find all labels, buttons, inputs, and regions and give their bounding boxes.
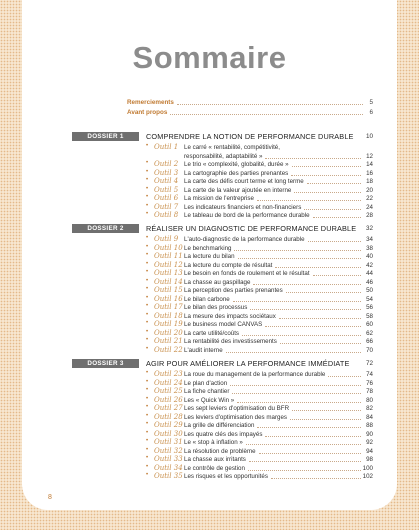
- entry-page-number: 78: [366, 388, 373, 395]
- entry-title: La cartographie des parties prenantes: [184, 169, 289, 177]
- toc-entry[interactable]: [146, 178, 373, 186]
- bullet-icon: •: [146, 455, 149, 461]
- leader-dots: [234, 250, 361, 251]
- leader-dots: [328, 376, 361, 377]
- entry-page-number: 40: [366, 253, 373, 260]
- outil-number: Outil 20: [154, 328, 183, 337]
- entry-title: La chasse au gaspillage: [184, 278, 251, 286]
- entry-page-number: 70: [366, 346, 373, 354]
- entry-title: Le « stop à inflation »: [184, 439, 243, 446]
- outil-number: Outil 32: [154, 446, 183, 455]
- bullet-icon: •: [146, 235, 149, 241]
- entry-page-number: 74: [366, 371, 373, 378]
- leader-dots: [280, 343, 361, 344]
- entry-title: La carte de la valeur ajoutée en interne: [184, 186, 292, 194]
- entry-page-number: 24: [366, 203, 373, 211]
- toc-entry[interactable]: [146, 161, 373, 169]
- outil-number: Outil 30: [154, 429, 183, 438]
- entry-title: La mission de l'entreprise: [184, 195, 254, 202]
- bullet-icon: •: [146, 412, 149, 419]
- intro-label: Avant propos: [127, 109, 168, 116]
- leader-dots: [249, 461, 361, 462]
- leader-dots: [237, 402, 361, 403]
- leader-dots: [248, 470, 361, 471]
- bullet-icon: •: [146, 160, 149, 166]
- outil-number: Outil 18: [154, 311, 183, 320]
- outil-number: Outil 10: [154, 243, 183, 252]
- entry-title: Le benchmarking: [184, 244, 232, 252]
- leader-dots: [294, 192, 361, 193]
- page-title: Sommaire: [132, 40, 287, 75]
- entry-page-number: 34: [366, 236, 373, 243]
- entry-title: L'audit interne: [184, 346, 223, 354]
- leader-dots: [230, 385, 361, 386]
- entry-title: La roue du management de la performance durable: [184, 371, 326, 378]
- bullet-icon: •: [146, 421, 149, 427]
- entry-title: La mesure des impacts sociétaux: [184, 312, 276, 320]
- dossier-page-number: 32: [365, 225, 373, 232]
- entry-page-number: 98: [366, 456, 373, 463]
- bullet-icon: •: [146, 143, 149, 149]
- intro-label: Remerciements: [127, 99, 174, 106]
- outil-number: Outil 1: [154, 143, 179, 151]
- leader-dots: [232, 393, 361, 394]
- leader-dots: [271, 478, 361, 479]
- entry-page-number: 58: [366, 312, 373, 320]
- entry-title: responsabilité, adaptabilité »: [184, 152, 263, 160]
- entry-page-number: 92: [366, 439, 373, 446]
- entry-title: Le plan d'action: [184, 379, 228, 387]
- leader-dots: [265, 436, 361, 437]
- entry-title: Les « Quick Win »: [184, 396, 235, 404]
- leader-dots: [265, 158, 361, 159]
- bullet-icon: •: [146, 177, 149, 183]
- entry-title: Le bilan carbone: [184, 295, 230, 303]
- leader-dots: [292, 166, 361, 167]
- bullet-icon: •: [146, 472, 149, 478]
- outil-number: Outil 19: [154, 320, 183, 328]
- leader-dots: [259, 453, 361, 454]
- leader-dots: [238, 258, 361, 259]
- toc-entry[interactable]: [146, 195, 373, 203]
- bullet-icon: •: [146, 185, 149, 192]
- entry-page-number: 60: [366, 321, 373, 328]
- bullet-icon: •: [146, 286, 149, 292]
- outil-number: Outil 27: [154, 404, 183, 412]
- bullet-icon: •: [146, 438, 149, 444]
- bullet-icon: •: [146, 243, 149, 250]
- page-number: 8: [48, 494, 52, 501]
- dossier-page-number: 10: [365, 133, 373, 140]
- toc-entry[interactable]: [146, 204, 373, 212]
- bullet-icon: •: [146, 194, 149, 200]
- outil-number: Outil 2: [154, 160, 179, 168]
- leader-dots: [233, 301, 361, 302]
- entry-page-number: 80: [366, 396, 373, 404]
- outil-number: Outil 31: [154, 438, 183, 446]
- outil-number: Outil 35: [154, 472, 183, 480]
- leader-dots: [279, 318, 361, 319]
- entry-page-number: 22: [366, 195, 373, 202]
- outil-number: Outil 23: [154, 370, 183, 378]
- outil-number: Outil 11: [154, 252, 183, 260]
- entry-title: La chasse aux irritants: [184, 456, 246, 463]
- leader-dots: [275, 267, 361, 268]
- entry-page-number: 28: [366, 212, 373, 219]
- entry-page-number: 54: [366, 295, 373, 303]
- leader-dots: [290, 419, 361, 420]
- leader-dots: [286, 292, 361, 293]
- entry-page-number: 20: [366, 186, 373, 194]
- bullet-icon: •: [146, 446, 149, 453]
- entry-page-number: 62: [366, 329, 373, 337]
- leader-dots: [250, 309, 361, 310]
- bullet-icon: •: [146, 269, 149, 275]
- dossier-title[interactable]: COMPRENDRE LA NOTION DE PERFORMANCE DURABLE: [146, 132, 354, 141]
- entry-page-number: 56: [366, 304, 373, 311]
- entry-title: Le bilan des processus: [184, 304, 248, 311]
- leader-dots: [257, 427, 361, 428]
- outil-number: Outil 5: [154, 185, 179, 194]
- entry-title: La lecture du compte de résultat: [184, 261, 273, 269]
- bullet-icon: •: [146, 370, 149, 376]
- bullet-icon: •: [146, 395, 149, 402]
- outil-number: Outil 6: [154, 194, 179, 202]
- entry-title: Les indicateurs financiers et non-financiers: [184, 203, 302, 211]
- leader-dots: [304, 209, 361, 210]
- leader-dots: [265, 326, 361, 327]
- outil-number: Outil 21: [154, 337, 183, 345]
- outil-number: Outil 17: [154, 303, 183, 311]
- toc-entry[interactable]: [146, 187, 373, 195]
- entry-page-number: 46: [366, 278, 373, 286]
- leader-dots: [246, 444, 361, 445]
- entry-page-number: 50: [366, 287, 373, 294]
- entry-title: La carte des défis court terme et long terme: [184, 178, 304, 185]
- bullet-icon: •: [146, 404, 149, 410]
- toc-entry[interactable]: [146, 347, 373, 355]
- leader-dots: [308, 241, 361, 242]
- entry-page-number: 94: [366, 447, 373, 455]
- bullet-icon: •: [146, 463, 149, 470]
- bullet-icon: •: [146, 260, 149, 267]
- entry-title: La rentabilité des investissements: [184, 338, 277, 345]
- entry-page-number: 18: [366, 178, 373, 185]
- entry-page-number: 38: [366, 244, 373, 252]
- outil-number: Outil 29: [154, 421, 183, 429]
- outil-number: Outil 9: [154, 235, 179, 243]
- entry-page-number: 76: [366, 379, 373, 387]
- entry-page-number: 88: [366, 422, 373, 429]
- dossier-title[interactable]: AGIR POUR AMÉLIORER LA PERFORMANCE IMMÉDIATE: [146, 359, 350, 368]
- dossier-label: DOSSIER 3: [72, 359, 139, 368]
- outil-number: Outil 16: [154, 294, 183, 303]
- outil-number: Outil 7: [154, 202, 179, 211]
- entry-title: La fiche chantier: [184, 388, 230, 395]
- outil-number: Outil 15: [154, 286, 183, 294]
- entry-title: Le tableau de bord de la performance durable: [184, 212, 310, 219]
- outil-number: Outil 3: [154, 168, 179, 177]
- entry-title: Le besoin en fonds de roulement et le résultat: [184, 270, 310, 277]
- leader-dots: [177, 104, 363, 105]
- entry-title: Le trio « complexité, globalité, durée »: [184, 161, 289, 168]
- leader-dots: [291, 175, 361, 176]
- bullet-icon: •: [146, 252, 149, 258]
- leader-dots: [313, 275, 361, 276]
- entry-page-number: 84: [366, 413, 373, 421]
- entry-title: La perception des parties prenantes: [184, 287, 283, 294]
- entry-page-number: 12: [366, 152, 373, 160]
- entry-page-number: 14: [366, 161, 373, 168]
- entry-title: Les quatre clés des impayés: [184, 430, 263, 438]
- entry-title: L'auto-diagnostic de la performance durable: [184, 236, 305, 243]
- toc-entry[interactable]: [146, 212, 373, 220]
- entry-title: La lecture du bilan: [184, 253, 235, 260]
- bullet-icon: •: [146, 211, 149, 217]
- entry-page-number: 82: [366, 405, 373, 412]
- outil-number: Outil 26: [154, 395, 183, 404]
- bullet-icon: •: [146, 294, 149, 301]
- outil-number: Outil 14: [154, 277, 183, 286]
- intro-page-number: 5: [369, 99, 373, 106]
- bullet-icon: •: [146, 303, 149, 309]
- dossier-page-number: 72: [365, 360, 373, 367]
- outil-number: Outil 8: [154, 211, 179, 219]
- page-sheet: [22, 0, 397, 510]
- outil-number: Outil 34: [154, 463, 183, 472]
- entry-page-number: 100: [362, 464, 373, 472]
- leader-dots: [292, 410, 361, 411]
- bullet-icon: •: [146, 387, 149, 393]
- leader-dots: [253, 284, 361, 285]
- entry-title: Les risques et les opportunités: [184, 473, 268, 480]
- leader-dots: [307, 183, 361, 184]
- entry-title: Le business model CANVAS: [184, 321, 263, 328]
- dossier-label: DOSSIER 1: [72, 132, 139, 141]
- toc-entry[interactable]: [146, 170, 373, 178]
- bullet-icon: •: [146, 277, 149, 284]
- toc-entry[interactable]: [146, 143, 373, 160]
- entry-page-number: 44: [366, 270, 373, 277]
- outil-number: Outil 24: [154, 378, 183, 387]
- entry-title: Les leviers d'optimisation des marges: [184, 413, 287, 421]
- bullet-icon: •: [146, 168, 149, 175]
- bullet-icon: •: [146, 328, 149, 335]
- toc-entry[interactable]: [146, 473, 373, 481]
- bullet-icon: •: [146, 202, 149, 209]
- leader-dots: [226, 352, 361, 353]
- bullet-icon: •: [146, 320, 149, 326]
- entry-title: Le carré « rentabilité, compétitivité,: [184, 144, 280, 151]
- outil-number: Outil 28: [154, 412, 183, 421]
- bullet-icon: •: [146, 337, 149, 343]
- entry-page-number: 102: [362, 473, 373, 480]
- outil-number: Outil 22: [154, 345, 183, 354]
- entry-page-number: 16: [366, 169, 373, 177]
- leader-dots: [170, 114, 363, 115]
- bullet-icon: •: [146, 429, 149, 436]
- bullet-icon: •: [146, 345, 149, 352]
- bullet-icon: •: [146, 378, 149, 385]
- intro-page-number: 6: [369, 109, 373, 116]
- outil-number: Outil 4: [154, 177, 179, 185]
- dossier-label: DOSSIER 2: [72, 224, 139, 233]
- outil-number: Outil 13: [154, 269, 183, 277]
- entry-page-number: 90: [366, 430, 373, 438]
- leader-dots: [242, 335, 361, 336]
- intro-entry[interactable]: [127, 109, 373, 119]
- outil-number: Outil 25: [154, 387, 183, 395]
- entry-title: Les sept leviers d'optimisation du BFR: [184, 405, 290, 412]
- bullet-icon: •: [146, 311, 149, 318]
- entry-title: Le contrôle de gestion: [184, 464, 245, 472]
- intro-entry[interactable]: [127, 99, 373, 109]
- outil-number: Outil 33: [154, 455, 183, 463]
- entry-title: La grille de différenciation: [184, 422, 255, 429]
- entry-title: La carte utilité/coûts: [184, 329, 240, 337]
- leader-dots: [313, 217, 361, 218]
- outil-number: Outil 12: [154, 260, 183, 269]
- leader-dots: [257, 200, 361, 201]
- entry-page-number: 66: [366, 338, 373, 345]
- dossier-title[interactable]: RÉALISER UN DIAGNOSTIC DE PERFORMANCE DURABLE: [146, 224, 357, 233]
- entry-page-number: 42: [366, 261, 373, 269]
- entry-title: La résolution de problème: [184, 447, 256, 455]
